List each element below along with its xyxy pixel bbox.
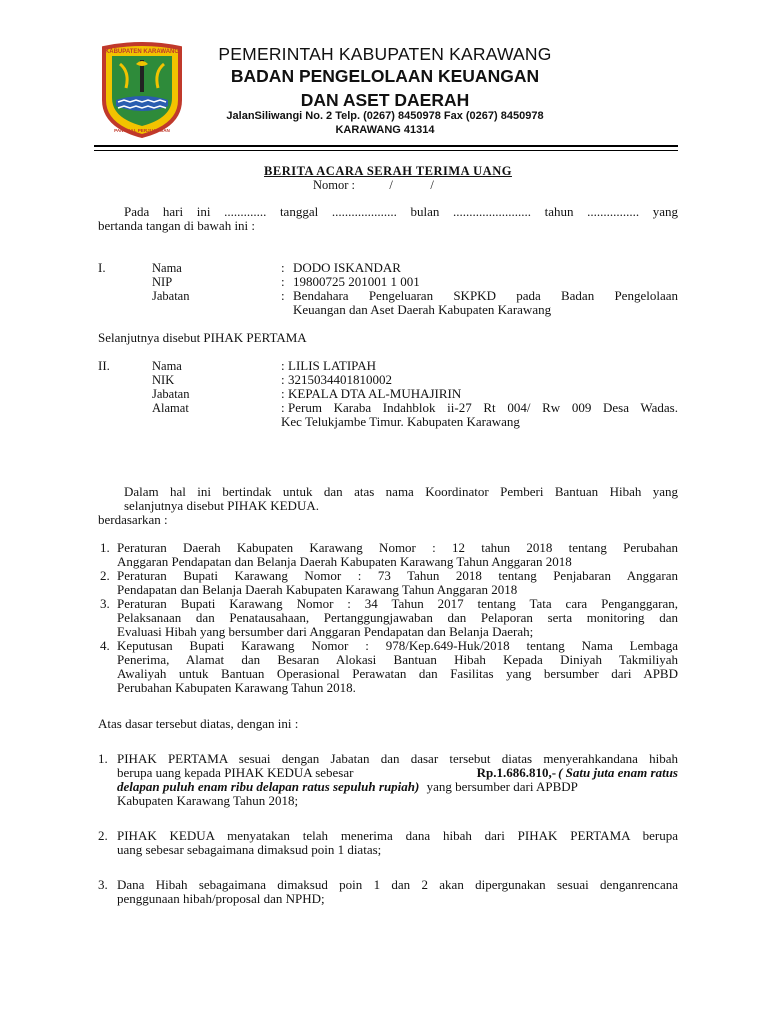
point-number: 2. — [98, 828, 108, 843]
point2-line-1: PIHAK KEDUA menyatakan telah menerima dana hibah dari PIHAK PERTAMA berupa — [117, 828, 678, 843]
party1-alias: Selanjutnya disebut PIHAK PERTAMA — [98, 330, 307, 345]
party2-label-nik: NIK — [152, 373, 175, 387]
party2-name: LILIS LATIPAH — [288, 358, 376, 373]
party2-address: Perum Karaba Indahblok ii-27 Rt 004/ Rw 009 Desa Wadas. — [288, 400, 678, 415]
point1-line-2 — [117, 766, 678, 780]
document-number: Nomor : / / — [313, 178, 434, 192]
header-agency-cont: DAN ASET DAERAH — [300, 90, 470, 110]
header-rule-thin — [94, 150, 678, 151]
point3-line-1: Dana Hibah sebagaimana dimaksud poin 1 dan 2 akan dipergunakan sesuai denganrencana — [117, 877, 678, 892]
regulation-line: Pendapatan dan Belanja Daerah Kabupaten Karawang Tahun Anggaran 2018 — [117, 582, 518, 597]
regulation-line: Pelaksanaan dan Penatausahaan, Pertanggungjawaban dan Pelaporan serta monitoring dan — [117, 610, 678, 625]
header-address: JalanSiliwangi No. 2 Telp. (0267) 8450978 Fax (0267) 8450978 — [226, 110, 544, 122]
party2-label-name: Nama — [152, 359, 182, 373]
header-agency: BADAN PENGELOLAAN KEUANGAN — [230, 66, 540, 86]
regulation-line: Peraturan Bupati Karawang Nomor : 34 Tahun 2017 tentang Tata cara Penganggaran, — [117, 596, 678, 611]
regulation-number: 3. — [100, 596, 110, 611]
header-city: KARAWANG 41314 — [335, 124, 435, 136]
basis-line-3: berdasarkan : — [98, 512, 168, 527]
point1-line-3 — [117, 780, 578, 794]
point1-line-4: Kabupaten Karawang Tahun 2018; — [117, 793, 299, 808]
logo-bottom-text: PANGKAL PERJUANGAN — [114, 128, 170, 133]
point3-line-2: penggunaan hibah/proposal dan NPHD; — [117, 891, 325, 906]
party2-nik: 3215034401810002 — [288, 372, 392, 387]
party1-numeral: I. — [98, 260, 106, 275]
party2-label-address: Alamat — [152, 401, 189, 415]
point1-text: berupa uang kepada PIHAK KEDUA sebesar — [117, 765, 354, 780]
regulation-line: Penerima, Alamat dan Besaran Alokasi Bantuan Hibah Kepada Diniyah Takmiliyah — [117, 652, 678, 667]
party2-colon: : — [281, 386, 285, 401]
party1-label-position: Jabatan — [152, 289, 190, 303]
regulation-line: Peraturan Daerah Kabupaten Karawang Nomor : 12 tahun 2018 tentang Perubahan — [117, 540, 678, 555]
logo-top-text: KABUPATEN KARAWANG — [104, 49, 180, 55]
basis-line-2: selanjutnya disebut PIHAK KEDUA. — [124, 498, 319, 513]
header-government: PEMERINTAH KABUPATEN KARAWANG — [218, 44, 552, 64]
regulation-line: Keputusan Bupati Karawang Nomor : 978/Kep.649-Huk/2018 tentang Nama Lembaga — [117, 638, 678, 653]
document-title: BERITA ACARA SERAH TERIMA UANG — [264, 164, 512, 178]
party1-position: Bendahara Pengeluaran SKPKD pada Badan Pengelolaan — [293, 288, 678, 303]
party2-colon: : — [281, 358, 285, 373]
party2-numeral: II. — [98, 358, 110, 373]
basis-line-1: Dalam hal ini bertindak untuk dan atas nama Koordinator Pemberi Bantuan Hibah yang — [124, 484, 678, 499]
point1-amount-words: ( Satu juta enam ratus — [558, 765, 678, 780]
point2-line-2: uang sebesar sebagaimana dimaksud poin 1 diatas; — [117, 842, 382, 857]
party2-position: KEPALA DTA AL-MUHAJIRIN — [288, 386, 462, 401]
point1-source: yang bersumber dari APBDP — [426, 779, 578, 794]
party1-name: DODO ISKANDAR — [293, 260, 401, 275]
regulation-line: Peraturan Bupati Karawang Nomor : 73 Tahun 2018 tentang Penjabaran Anggaran — [117, 568, 678, 583]
intro-line-2: bertanda tangan di bawah ini : — [98, 218, 256, 233]
header-rule-thick — [94, 145, 678, 147]
intro-line-1: Pada hari ini ............. tanggal .................... bulan ........................ tahun ................ yang — [124, 204, 678, 219]
karawang-regency-emblem — [96, 42, 188, 138]
regulation-line: Anggaran Pendapatan dan Belanja Daerah Kabupaten Karawang Tahun Anggaran 2018 — [117, 554, 572, 569]
party1-colon: : — [281, 274, 285, 289]
point-number: 1. — [98, 751, 108, 766]
point-number: 3. — [98, 877, 108, 892]
party1-position-cont: Keuangan dan Aset Daerah Kabupaten Karawang — [293, 302, 552, 317]
regulation-number: 4. — [100, 638, 110, 653]
party2-label-position: Jabatan — [152, 387, 190, 401]
point1-amount: Rp.1.686.810,- — [476, 765, 557, 780]
party2-colon: : — [281, 400, 285, 415]
party1-label-nip: NIP — [152, 275, 173, 289]
regulation-line: Evaluasi Hibah yang bersumber dari Anggaran Pendapatan dan Belanja Daerah; — [117, 624, 534, 639]
point1-amount-words-cont: delapan puluh enam ribu delapan ratus sepuluh rupiah) — [117, 779, 420, 794]
party2-address-cont: Kec Telukjambe Timur. Kabupaten Karawang — [281, 414, 520, 429]
regulation-line: Perubahan Kabupaten Karawang Tahun 2018. — [117, 680, 356, 695]
regulation-line: Awaliyah untuk Bantuan Operasional Perawatan dan Fasilitas yang bersumber dari APBD — [117, 666, 678, 681]
party1-label-name: Nama — [152, 261, 182, 275]
regulation-number: 2. — [100, 568, 110, 583]
party1-nip: 19800725 201001 1 001 — [293, 274, 420, 289]
party1-colon: : — [281, 288, 285, 303]
party1-colon: : — [281, 260, 285, 275]
point1-line-1: PIHAK PERTAMA sesuai dengan Jabatan dan dasar tersebut diatas menyerahkandana hibah — [117, 751, 678, 766]
party2-colon: : — [281, 372, 285, 387]
regulation-number: 1. — [100, 540, 110, 555]
therefore-line: Atas dasar tersebut diatas, dengan ini : — [98, 716, 299, 731]
